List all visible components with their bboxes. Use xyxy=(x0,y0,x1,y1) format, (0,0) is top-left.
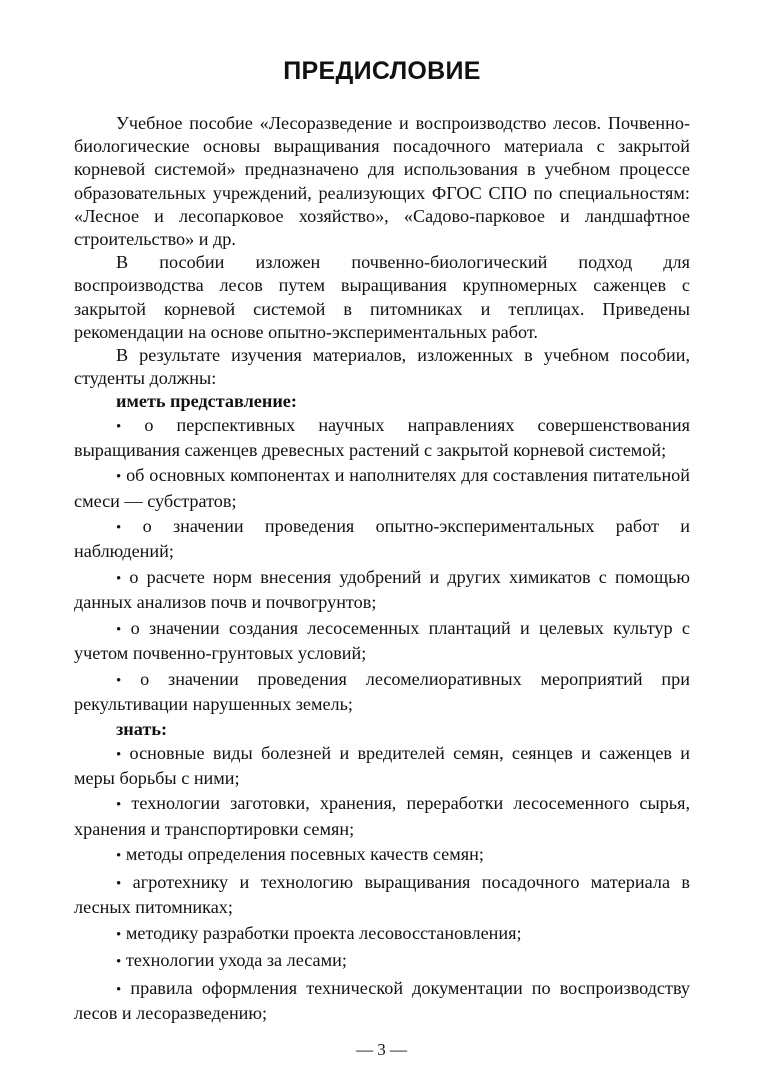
section-heading: знать: xyxy=(116,719,168,740)
list-item-text: о значении проведения лесомелиоративных мероприятий при рекультивации нарушенных земель; xyxy=(74,668,690,714)
list-item-text: правила оформления технической документации по воспроизводству лесов и лесоразведению; xyxy=(74,977,691,1023)
list-item-text: основные виды болезней и вредителей семян, сеянцев и саженцев и меры борьбы с ними; xyxy=(74,742,690,788)
list-item xyxy=(74,668,690,716)
list-item xyxy=(74,515,690,563)
bullet-icon: • xyxy=(116,571,122,588)
list-item xyxy=(74,742,690,790)
bullet-list xyxy=(74,742,690,1026)
page-title: ПРЕДИСЛОВИЕ xyxy=(283,57,481,85)
bullet-icon: • xyxy=(116,926,122,943)
bullet-icon: • xyxy=(116,954,122,971)
bullet-icon: • xyxy=(116,672,122,689)
list-item-text: об основных компонентах и наполнителях для составления питательной смеси — субстратов; xyxy=(74,465,691,511)
list-item xyxy=(74,871,690,919)
paragraph: Учебное пособие «Лесоразведение и воспроизводство лесов. Почвенно-биологические основы выращивания посадочного материала с закрытой корневой системой» предназначено для использования в учебном процессе образовательных учреждений, реализующих ФГОС СПО по специальностям: «Лесное и лесопарковое хозяйство», «Садово-парковое и ландшафтное строительство» и др. xyxy=(74,113,690,250)
list-item xyxy=(74,414,690,462)
bullet-icon: • xyxy=(116,621,122,638)
bullet-icon: • xyxy=(116,797,122,814)
bullet-icon: • xyxy=(116,469,122,486)
list-item xyxy=(74,922,690,947)
list-item xyxy=(74,566,690,614)
bullet-icon: • xyxy=(116,746,122,763)
list-item-text: методику разработки проекта лесовосстановления; xyxy=(125,922,522,943)
list-item xyxy=(74,792,690,840)
bullet-icon: • xyxy=(116,520,122,537)
list-item-text: о расчете норм внесения удобрений и других химикатов с помощью данных анализов почв и почвогрунтов; xyxy=(74,567,690,613)
document-body xyxy=(74,112,690,1028)
list-item xyxy=(74,843,690,868)
bullet-icon: • xyxy=(116,981,122,998)
list-item-text: агротехнику и технологию выращивания посадочного материала в лесных питомниках; xyxy=(74,871,690,918)
list-item-text: технологии заготовки, хранения, переработки лесосеменного сырья, хранения и транспортировки семян; xyxy=(74,793,691,839)
paragraph: В пособии изложен почвенно-биологический подход для воспроизводства лесов путем выращивания крупномерных саженцев с закрытой корневой системой в питомниках и теплицах. Приведены рекомендации на основе опытно-экспериментальных работ. xyxy=(74,252,690,342)
bullet-icon: • xyxy=(116,875,122,892)
paragraph: В результате изучения материалов, изложенных в учебном пособии, студенты должны: xyxy=(74,345,690,389)
page-number: — 3 — xyxy=(356,1040,407,1059)
bullet-list xyxy=(74,414,690,716)
list-item xyxy=(74,464,690,512)
list-item-text: о значении создания лесосеменных плантаций и целевых культур с учетом почвенно-грунтовых условий; xyxy=(74,617,690,664)
list-item-text: о перспективных научных направлениях совершенствования выращивания саженцев древесных растений с закрытой корневой системой; xyxy=(74,414,691,460)
list-item xyxy=(74,949,690,974)
list-item xyxy=(74,617,690,665)
bullet-icon: • xyxy=(116,418,122,435)
section-heading: иметь представление: xyxy=(116,391,297,412)
list-item xyxy=(74,977,690,1025)
list-item-text: методы определения посевных качеств семян; xyxy=(125,844,484,865)
list-item-text: о значении проведения опытно-экспериментальных работ и наблюдений; xyxy=(74,516,691,562)
bullet-icon: • xyxy=(116,848,122,865)
list-item-text: технологии ухода за лесами; xyxy=(125,950,347,971)
